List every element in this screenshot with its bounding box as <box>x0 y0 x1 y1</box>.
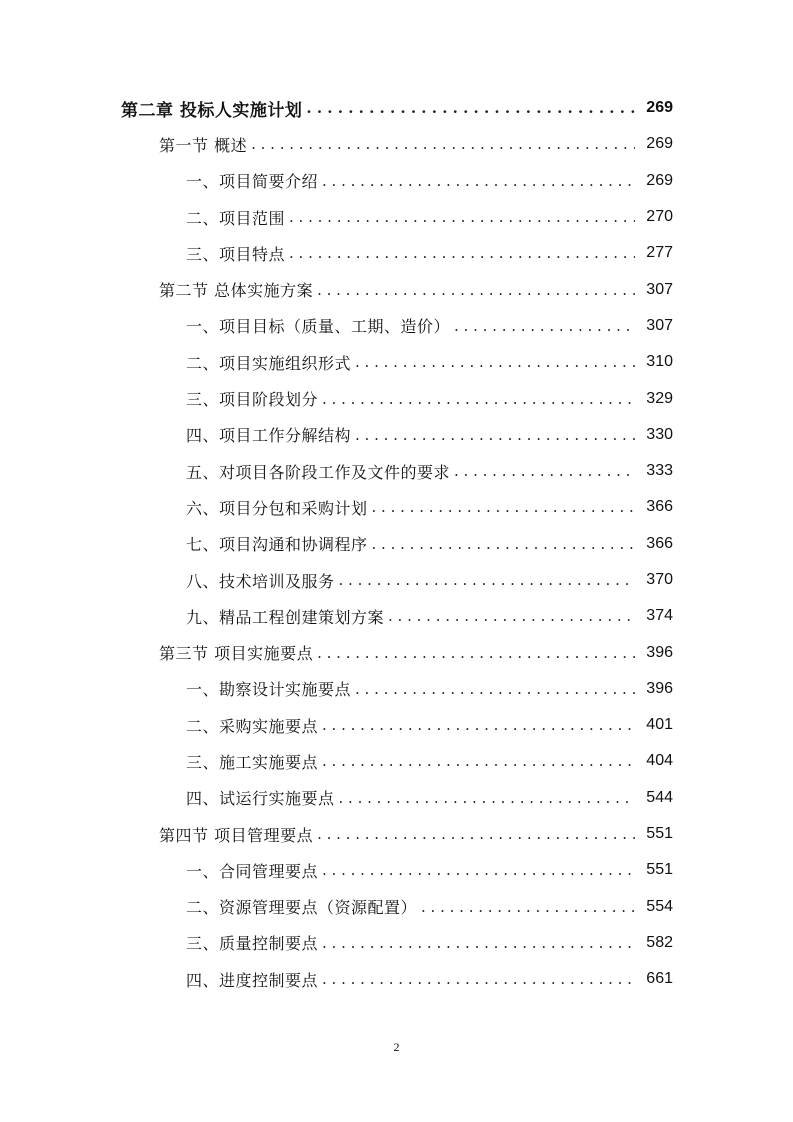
toc-entry-label: 三、施工实施要点 <box>186 752 319 772</box>
toc-subsection-entry[interactable] <box>0 780 793 816</box>
toc-entry-label: 五、对项目各阶段工作及文件的要求 <box>186 462 451 482</box>
toc-subsection-entry[interactable] <box>0 562 793 598</box>
toc-chapter-entry[interactable] <box>0 90 793 126</box>
toc-entry-label: 一、项目简要介绍 <box>186 172 319 192</box>
toc-dot-leader <box>388 607 635 625</box>
toc-entry-page-number: 370 <box>646 571 673 588</box>
toc-entry-page-number: 554 <box>646 897 673 915</box>
toc-subsection-entry[interactable] <box>0 852 793 888</box>
toc-section-entry[interactable] <box>0 126 793 162</box>
toc-subsection-entry[interactable] <box>0 308 793 344</box>
toc-entry-page-number: 404 <box>646 752 673 770</box>
toc-entry-label: 二、资源管理要点（资源配置） <box>186 898 418 918</box>
toc-dot-leader <box>289 208 635 226</box>
toc-dot-leader <box>317 825 635 843</box>
toc-subsection-entry[interactable] <box>0 417 793 453</box>
toc-dot-leader <box>372 535 635 553</box>
toc-dot-leader <box>322 752 635 770</box>
toc-entry-page-number: 307 <box>646 316 673 334</box>
toc-dot-leader <box>322 716 635 734</box>
toc-entry-label: 七、项目沟通和协调程序 <box>186 535 368 555</box>
toc-dot-leader <box>454 317 635 335</box>
toc-entry-page-number: 401 <box>646 716 673 734</box>
toc-subsection-entry[interactable] <box>0 380 793 416</box>
toc-dot-leader <box>355 353 635 371</box>
toc-entry-page-number: 269 <box>646 135 673 153</box>
toc-subsection-entry[interactable] <box>0 889 793 925</box>
toc-dot-leader <box>322 390 635 408</box>
toc-entry-page-number: 366 <box>646 498 673 516</box>
toc-dot-leader <box>251 135 635 153</box>
toc-section-entry[interactable] <box>0 634 793 670</box>
toc-dot-leader <box>339 789 635 807</box>
toc-entry-page-number: 329 <box>646 389 673 407</box>
toc-entry-label: 一、勘察设计实施要点 <box>186 680 352 700</box>
toc-entry-label: 三、项目阶段划分 <box>186 390 319 410</box>
toc-entry-page-number: 270 <box>646 208 673 226</box>
toc-dot-leader <box>322 970 635 988</box>
toc-entry-page-number: 551 <box>646 825 673 843</box>
toc-entry-page-number: 544 <box>646 788 673 806</box>
toc-subsection-entry[interactable] <box>0 199 793 235</box>
toc-entry-label: 二、项目实施组织形式 <box>186 353 352 373</box>
toc-entry-label: 八、技术培训及服务 <box>186 571 335 591</box>
toc-dot-leader <box>339 571 635 589</box>
toc-dot-leader <box>322 934 635 952</box>
toc-subsection-entry[interactable] <box>0 526 793 562</box>
toc-entry-label: 三、项目特点 <box>186 244 286 264</box>
toc-section-entry[interactable] <box>0 816 793 852</box>
toc-dot-leader <box>355 426 635 444</box>
toc-subsection-entry[interactable] <box>0 961 793 997</box>
toc-dot-leader <box>322 172 635 190</box>
toc-subsection-entry[interactable] <box>0 163 793 199</box>
toc-entry-label: 六、项目分包和采购计划 <box>186 498 368 518</box>
toc-entry-page-number: 307 <box>646 280 673 298</box>
toc-entry-page-number: 269 <box>646 99 673 117</box>
toc-section-entry[interactable] <box>0 271 793 307</box>
toc-entry-label: 一、项目目标（质量、工期、造价） <box>186 317 451 337</box>
toc-subsection-entry[interactable] <box>0 235 793 271</box>
toc-dot-leader <box>317 281 635 299</box>
toc-entry-page-number: 330 <box>646 425 673 443</box>
toc-dot-leader <box>322 861 635 879</box>
toc-subsection-entry[interactable] <box>0 453 793 489</box>
toc-entry-label: 九、精品工程创建策划方案 <box>186 607 385 627</box>
toc-entry-label: 四、项目工作分解结构 <box>186 426 352 446</box>
toc-dot-leader <box>289 244 635 262</box>
toc-entry-page-number: 661 <box>646 970 673 988</box>
toc-entry-label: 二、项目范围 <box>186 208 286 228</box>
toc-entry-label: 第二节 总体实施方案 <box>159 281 314 301</box>
toc-dot-leader <box>454 462 635 480</box>
toc-subsection-entry[interactable] <box>0 671 793 707</box>
toc-subsection-entry[interactable] <box>0 598 793 634</box>
toc-entry-label: 第四节 项目管理要点 <box>159 825 314 845</box>
toc-entry-page-number: 396 <box>646 643 673 661</box>
page-number: 2 <box>393 1040 400 1054</box>
toc-entry-page-number: 310 <box>646 353 673 371</box>
table-of-contents <box>0 90 793 997</box>
toc-dot-leader <box>372 498 635 516</box>
toc-entry-page-number: 277 <box>646 244 673 262</box>
toc-subsection-entry[interactable] <box>0 489 793 525</box>
toc-entry-page-number: 551 <box>646 861 673 879</box>
toc-subsection-entry[interactable] <box>0 344 793 380</box>
toc-dot-leader <box>355 680 635 698</box>
toc-dot-leader <box>317 644 635 662</box>
toc-entry-label: 四、试运行实施要点 <box>186 789 335 809</box>
toc-entry-label: 第二章 投标人实施计划 <box>121 100 303 121</box>
toc-entry-page-number: 333 <box>646 462 673 480</box>
toc-entry-page-number: 396 <box>646 679 673 697</box>
toc-entry-page-number: 366 <box>646 534 673 552</box>
toc-entry-label: 第一节 概述 <box>159 135 248 155</box>
toc-entry-page-number: 374 <box>646 607 673 625</box>
toc-subsection-entry[interactable] <box>0 707 793 743</box>
toc-entry-label: 四、进度控制要点 <box>186 970 319 990</box>
toc-entry-page-number: 269 <box>646 171 673 189</box>
toc-dot-leader <box>421 898 635 916</box>
toc-subsection-entry[interactable] <box>0 925 793 961</box>
toc-entry-page-number: 582 <box>646 933 673 951</box>
toc-entry-label: 一、合同管理要点 <box>186 861 319 881</box>
toc-entry-label: 三、质量控制要点 <box>186 934 319 954</box>
toc-dot-leader <box>306 99 635 117</box>
toc-entry-label: 第三节 项目实施要点 <box>159 644 314 664</box>
toc-subsection-entry[interactable] <box>0 743 793 779</box>
toc-entry-label: 二、采购实施要点 <box>186 716 319 736</box>
